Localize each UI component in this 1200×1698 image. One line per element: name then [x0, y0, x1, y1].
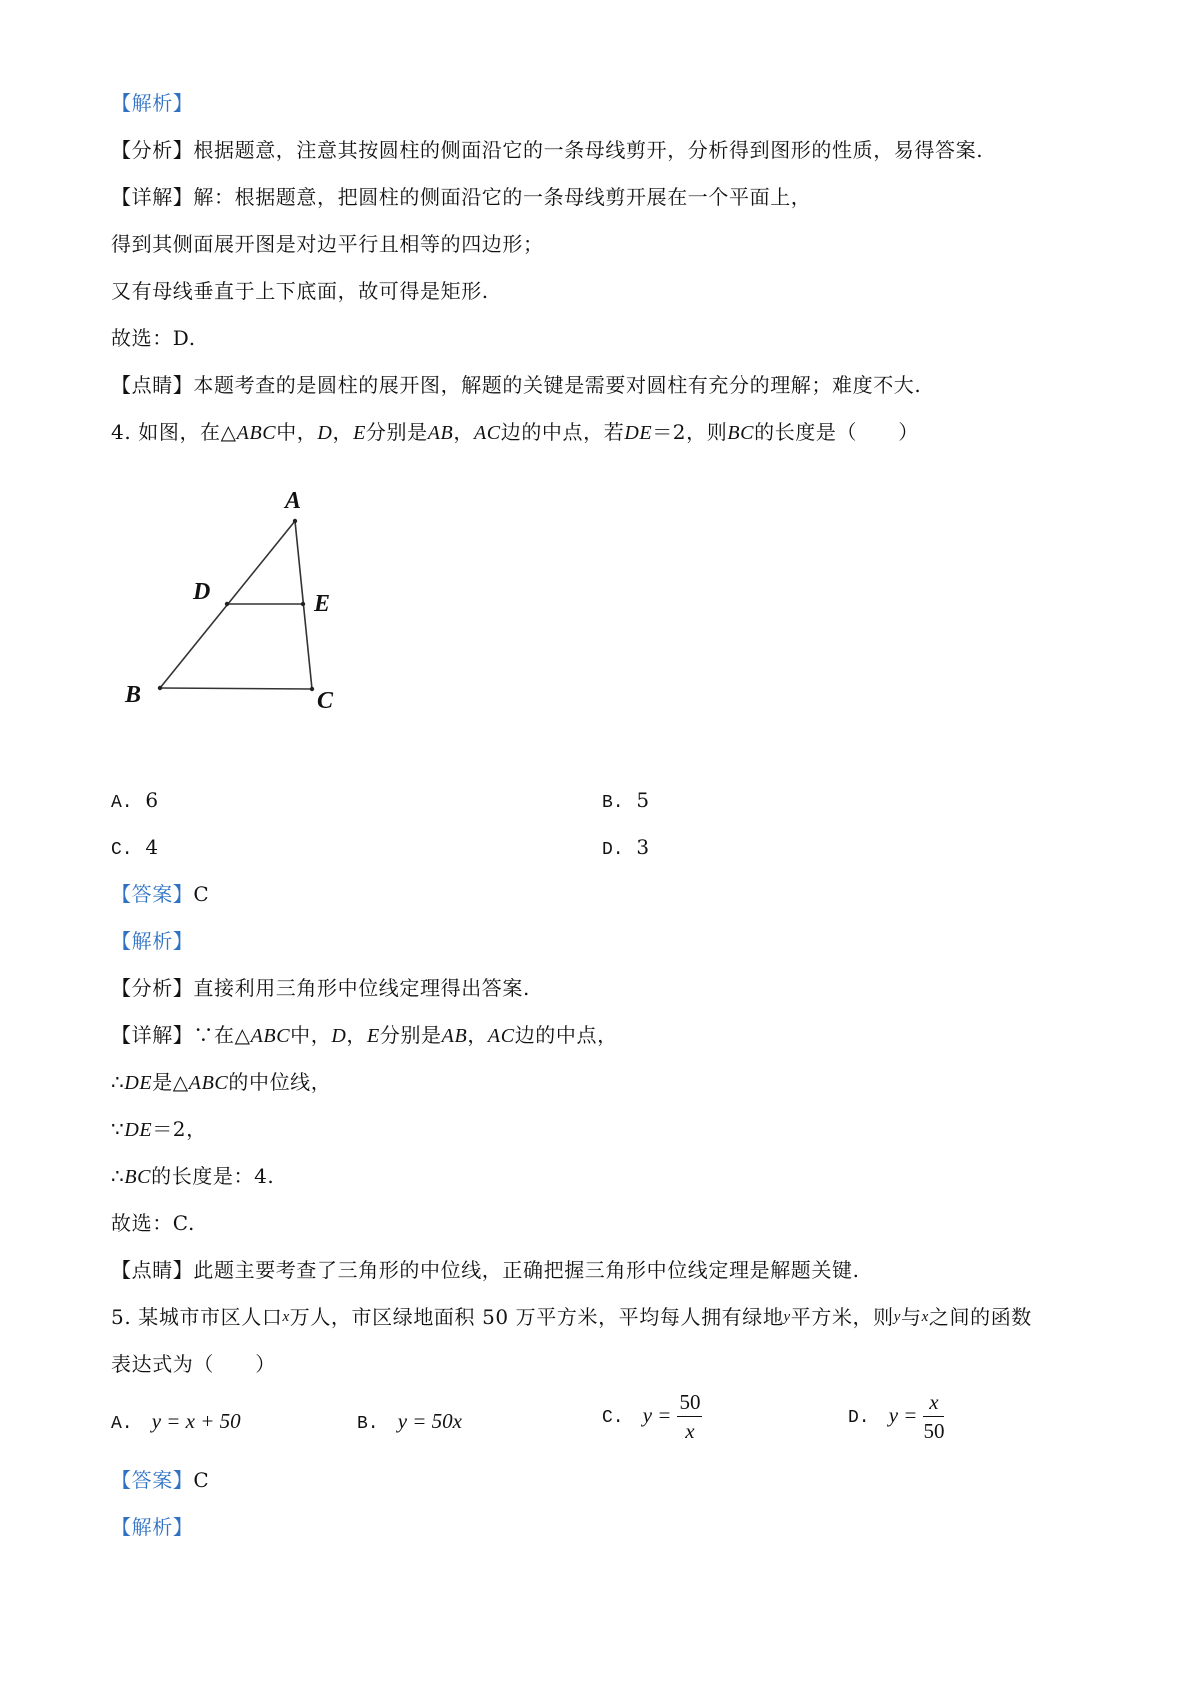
option-c: C. y = $\frac{50}{x}$	[602, 1390, 701, 1443]
comment-line: 【点睛】本题考查的是圆柱的展开图，解题的关键是需要对圆柱有充分的理解；难度不大.	[111, 373, 922, 397]
option-d: D. 3	[602, 835, 650, 860]
option-d: D. y = $\frac{x}{50}$	[848, 1390, 945, 1443]
detail-line: 【详解】∵在△ABC中，D，E分别是AB，AC边的中点，	[111, 1023, 618, 1047]
question-5-stem: 5. 某城市市区人口x万人，市区绿地面积 50 万平方米，平均每人拥有绿地y平方米，则y与x之间的函数	[111, 1305, 1032, 1329]
comment-line: 【点睛】此题主要考查了三角形的中位线，正确把握三角形中位线定理是解题关键.	[111, 1258, 860, 1282]
label-e: E	[314, 591, 331, 617]
point-a	[293, 519, 297, 523]
question-5-stem-cont: 表达式为（ ）	[111, 1352, 276, 1376]
point-b	[158, 686, 162, 690]
choice-line: 故选：D.	[111, 326, 196, 350]
text-line: ∴DE是△ABC的中位线，	[111, 1070, 332, 1094]
option-c: C. 4	[111, 835, 159, 860]
text-line: ∵DE＝2，	[111, 1117, 207, 1141]
label-c: C	[317, 688, 334, 714]
label-a: A	[285, 488, 302, 514]
analysis-heading: 【解析】	[111, 91, 194, 115]
point-d	[225, 602, 229, 606]
option-b: B. 5	[602, 788, 650, 813]
detail-line: 【详解】解：根据题意，把圆柱的侧面沿它的一条母线剪开展在一个平面上，	[111, 185, 812, 209]
point-c	[310, 687, 314, 691]
question-4-stem: 4. 如图，在△ABC中，D，E分别是AB，AC边的中点，若DE＝2，则BC的长度是（ ）	[111, 420, 919, 444]
answer-line: 【答案】C	[111, 1468, 210, 1492]
analysis-heading: 【解析】	[111, 929, 194, 953]
option-a: A. y = x + 50	[111, 1409, 241, 1434]
analysis-line: 【分析】根据题意，注意其按圆柱的侧面沿它的一条母线剪开，分析得到图形的性质，易得答案.	[111, 138, 984, 162]
text-line: 得到其侧面展开图是对边平行且相等的四边形；	[111, 232, 544, 256]
answer-line: 【答案】C	[111, 882, 210, 906]
analysis-line: 【分析】直接利用三角形中位线定理得出答案.	[111, 976, 530, 1000]
option-a: A. 6	[111, 788, 159, 813]
text-line: 又有母线垂直于上下底面，故可得是矩形.	[111, 279, 489, 303]
label-d: D	[193, 579, 211, 605]
text-line: ∴BC的长度是：4.	[111, 1164, 275, 1188]
option-b: B. y = 50x	[357, 1409, 462, 1434]
analysis-heading: 【解析】	[111, 1515, 194, 1539]
side-bc	[160, 688, 312, 689]
label-b: B	[125, 682, 142, 708]
choice-line: 故选：C.	[111, 1211, 195, 1235]
point-e	[301, 602, 305, 606]
triangle-figure	[115, 478, 355, 728]
